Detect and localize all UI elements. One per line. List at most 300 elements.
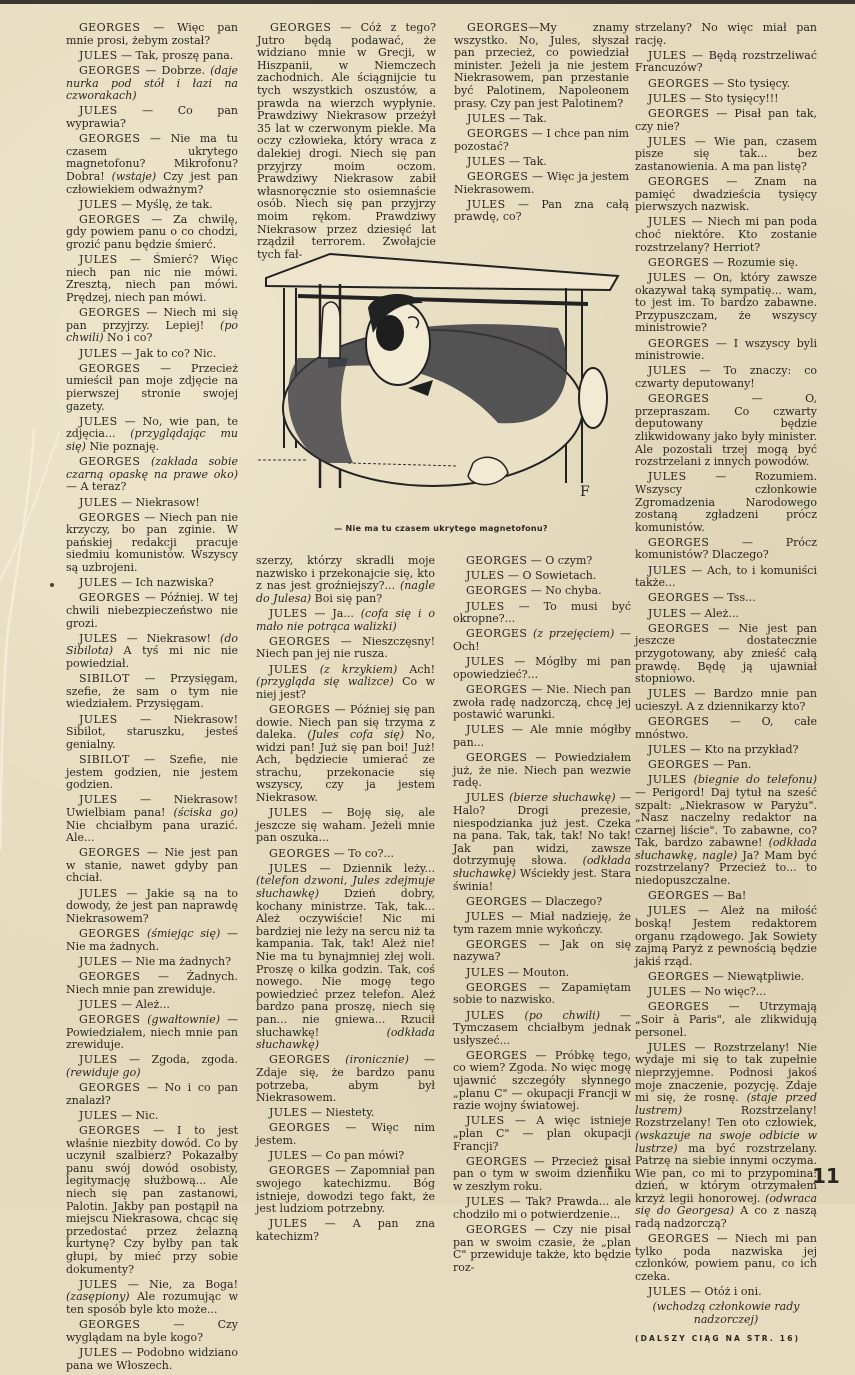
- paper-crease: [0, 430, 60, 850]
- dialogue-line: [453, 1010, 631, 1048]
- stage-direction: (śmiejąc się): [140, 927, 221, 941]
- dialogue-line: [635, 986, 817, 999]
- dialogue-line: [256, 848, 435, 861]
- speaker-name: JULES: [79, 1108, 118, 1122]
- dialogue-line: [635, 78, 817, 91]
- speaker-name: GEORGES: [467, 126, 529, 140]
- stage-direction: (odkłada słuchawkę): [256, 1025, 435, 1052]
- speaker-name: JULES: [648, 1285, 687, 1299]
- speaker-name: GEORGES: [466, 1154, 528, 1168]
- dialogue-text: — Co pan mówi?: [307, 1149, 405, 1163]
- dialogue-text: Dzień dobry, kochany ministrze. Tak, tak... Ależ oczywiście! Nic mi bardziej nie leży na sercu niż ta kampania. Tak, tak! Ależ nie! Nie ma tu bynajmniej złej woli. Proszę o kilka godzin. Tak, coś nowego. Nie mogę tego powiedzieć przez telefon. Ależ bardzo pana proszę, niech się pan... nie gniewa... Rzucił słuchawkę!: [256, 887, 435, 1039]
- dialogue-line: [256, 1218, 435, 1243]
- dialogue-text: — Ależ...: [686, 606, 739, 620]
- dialogue-text: — Och!: [453, 627, 631, 653]
- speaker-name: SIBILOT: [79, 672, 130, 686]
- speaker-name: GEORGES: [466, 584, 528, 598]
- dialogue-text: Ale rozumując w ten sposób byle kto może...: [66, 1290, 238, 1316]
- dialogue-line: [635, 716, 817, 741]
- dialogue-text: — Jakie są na to dowody, że jest pan naprawdę Niekrasowem?: [66, 886, 238, 925]
- illustration-signature: F: [580, 484, 590, 500]
- speaker-name: GEORGES: [648, 758, 710, 772]
- speaker-name: JULES: [79, 1277, 118, 1291]
- dialogue-line: [66, 348, 238, 361]
- speaker-name: JULES: [648, 563, 687, 577]
- dialogue-line: [635, 537, 817, 562]
- speaker-name: JULES: [648, 48, 687, 62]
- speaker-name: GEORGES: [648, 1000, 710, 1014]
- speaker-name: JULES: [79, 712, 118, 726]
- speaker-name: GEORGES: [466, 937, 528, 951]
- dialogue-line: [66, 512, 238, 575]
- stage-direction: (ironicznie): [330, 1053, 409, 1067]
- stage-direction: (zakłada sobie czarną opaskę na prawe oko): [66, 455, 238, 481]
- dialogue-line: [66, 363, 238, 413]
- dialogue-line: [453, 752, 631, 790]
- dialogue-text: No, widzi pan! Już się pan boi! Już! Ach, będziecie umierać ze strachu, przekonacie się wszyscy, czy ja jestem Niekrasow.: [256, 728, 435, 805]
- speaker-name: GEORGES: [79, 212, 141, 226]
- dialogue-line: [66, 794, 238, 844]
- speaker-name: GEORGES: [269, 702, 331, 716]
- dialogue-text: — Ja...: [307, 606, 361, 620]
- dialogue-text: Co w niej jest?: [256, 675, 435, 701]
- dialogue-text: — Zgoda, zgoda.: [117, 1053, 238, 1067]
- speaker-name: GEORGES: [648, 591, 710, 605]
- speaker-name: GEORGES: [466, 682, 528, 696]
- dialogue-line: [66, 633, 238, 671]
- dialogue-line: [453, 1115, 631, 1153]
- stage-direction: (wchodzą członkowie rady nadzorczej): [652, 1300, 800, 1326]
- dialogue-text: — Kto na przykład?: [686, 742, 799, 756]
- speaker-name: JULES: [269, 861, 308, 875]
- dialogue-line: [454, 171, 629, 196]
- dialogue-text: — Zdaje się, że bardzo panu potrzeba, abym był Niekrasowem.: [256, 1053, 435, 1105]
- speaker-name: JULES: [466, 723, 505, 737]
- speaker-name: GEORGES: [79, 132, 141, 146]
- dialogue-line: [66, 214, 238, 252]
- dialogue-text: — I to jest właśnie niezbity dowód. Co by uczynił szalbierz? Pokazałby panu swój dowód osobisty, legitymację służbową... Ale niech się pan zastanowi, Palotin. Jakby pan postąpił na miejscu Niekrasowa, chcąc się przedostać przez żelazną kurtynę? Czy byłby pan tak głupi, by mieć przy sobie dokumenty?: [66, 1124, 238, 1276]
- speaker-name: GEORGES: [79, 1318, 141, 1332]
- stage-direction: (odwraca się do Georgesa): [635, 1191, 817, 1218]
- speaker-name: JULES: [466, 599, 505, 613]
- speaker-name: GEORGES: [466, 1048, 528, 1062]
- speaker-name: GEORGES: [648, 175, 710, 189]
- dialogue-text: — Tak? Prawda... ale chodziło mi o potwierdzenie...: [453, 1195, 631, 1221]
- speaker-name: JULES: [269, 1149, 308, 1163]
- dialogue-line: [454, 22, 629, 110]
- speaker-name: GEORGES: [466, 980, 528, 994]
- dialogue-text: — Prócz komunistów? Dlaczego?: [635, 535, 817, 562]
- speaker-name: JULES: [79, 253, 118, 267]
- stage-direction: (do Sibilota): [66, 631, 238, 658]
- stage-direction: (staje przed lustrem): [635, 1091, 818, 1117]
- speaker-name: GEORGES: [79, 361, 141, 375]
- stage-direction: (przygląda się walizce): [256, 675, 394, 689]
- dialogue-line: [453, 601, 631, 626]
- dialogue-text: — Szefie, nie jestem godzien, nie jestem godzien.: [66, 752, 238, 792]
- dialogue-text: Boi się pan?: [311, 591, 383, 605]
- dialogue-line: [635, 688, 817, 713]
- dialogue-line: [453, 656, 631, 681]
- dialogue-line: [453, 684, 631, 722]
- dialogue-line: [66, 1347, 238, 1372]
- dialogue-line: [635, 108, 817, 133]
- stage-direction: (cofa się i o mało nie potrąca walizki): [256, 606, 435, 633]
- speaker-name: JULES: [79, 1345, 118, 1359]
- dialogue-line: [256, 1150, 435, 1163]
- speaker-name: GEORGES: [466, 751, 528, 765]
- speaker-name: JULES: [79, 104, 118, 118]
- dialogue-text: — No więc?...: [686, 985, 767, 999]
- speaker-name: JULES: [648, 606, 687, 620]
- dialogue-line: [256, 1054, 435, 1104]
- dialogue-text: — On, który zawsze okazywał taką sympatię... wam, to jest im. To bardzo zabawne. Przypuszczam, że wszyscy ministrowie?: [635, 271, 817, 335]
- speaker-name: JULES: [79, 793, 118, 807]
- speaker-name: GEORGES: [466, 554, 528, 567]
- dialogue-line: [635, 890, 817, 903]
- speaker-name: GEORGES: [466, 894, 528, 908]
- dialogue-text: — A teraz?: [66, 480, 127, 494]
- dialogue-text: — Przecież umieścił pan moje zdjęcie na pierwszej stronie swojej gazety.: [66, 361, 238, 413]
- stage-direction: (bierze słuchawkę): [504, 791, 616, 805]
- dialogue-text: — To znaczy: co czwarty deputowany!: [635, 364, 817, 390]
- speaker-name: GEORGES: [648, 255, 710, 269]
- dialogue-line: [454, 128, 629, 153]
- speaker-name: GEORGES: [648, 76, 710, 90]
- dialogue-text: — Więc nim jestem.: [256, 1121, 435, 1148]
- illustration-caption: — Nie ma tu czasem ukrytego magnetofonu?: [334, 524, 548, 533]
- column-4: [635, 22, 817, 1345]
- dialogue-line: [66, 1125, 238, 1276]
- speaker-name: GEORGES: [648, 336, 710, 350]
- dialogue-line: [66, 847, 238, 885]
- dialogue-line: [66, 456, 238, 494]
- dialogue-line: [635, 1301, 817, 1326]
- speaker-name: GEORGES: [648, 715, 710, 729]
- speaker-name: GEORGES: [270, 21, 332, 34]
- speaker-name: GEORGES: [269, 1121, 331, 1135]
- dialogue-text: — Powiedziałem już, że nie. Niech pan wezwie radę.: [453, 751, 631, 790]
- dialogue-line: [453, 724, 631, 749]
- speaker-name: JULES: [269, 1106, 308, 1120]
- dialogue-text: — Przecież pisał pan o tym w swoim dzienniku w zeszłym roku.: [453, 1154, 631, 1193]
- dialogue-text: — Niech mi pan tylko poda nazwiska jej członków, powiem panu, co ich czeka.: [635, 1232, 817, 1284]
- dialogue-line: [66, 714, 238, 752]
- dialogue-line: [635, 592, 817, 605]
- dialogue-line: [635, 1042, 817, 1231]
- dialogue-text: — Sto tysięcy!!!: [686, 91, 779, 105]
- dialogue-text: Wściekły jest. Stara świnia!: [453, 867, 631, 893]
- dialogue-line: [66, 577, 238, 590]
- dialogue-text: — Niech mi się pan przyjrzy. Lepiej!: [66, 306, 238, 332]
- speaker-name: GEORGES: [648, 970, 710, 983]
- speaker-name: JULES: [466, 569, 505, 583]
- dialogue-text: — Mógłby mi pan opowiedzieć?...: [453, 655, 631, 681]
- dialogue-text: — Niech mi pan poda choć niektóre. Kto zostanie rozstrzelany? Herriot?: [635, 215, 817, 254]
- page-number: 11: [812, 1164, 840, 1188]
- dialogue-line: [66, 133, 238, 196]
- dialogue-text: — Bardzo mnie pan ucieszył. A z dziennikarzy kto?: [635, 687, 817, 713]
- speaker-name: JULES: [466, 1008, 505, 1022]
- dialogue-text: — Tak, proszę pana.: [117, 48, 234, 62]
- dialogue-line: [66, 592, 238, 630]
- speaker-name: GEORGES: [79, 970, 141, 983]
- column-3-bottom: [453, 555, 631, 1277]
- speaker-name: GEORGES: [648, 621, 710, 635]
- dialogue-line: [256, 555, 435, 605]
- dialogue-line: [256, 1107, 435, 1120]
- table-underside: [298, 296, 588, 304]
- dialogue-text: — A więc istnieje „plan C" — plan okupacji Francji?: [453, 1114, 631, 1153]
- dialogue-text: — Tak.: [505, 154, 547, 168]
- speaker-name: GEORGES: [79, 306, 141, 320]
- dialogue-text: — Znam na pamięć dwadzieścia tysięcy pierwszych nazwisk.: [635, 175, 817, 214]
- dialogue-line: [66, 497, 238, 510]
- speaker-name: JULES: [648, 470, 687, 484]
- dialogue-line: [66, 65, 238, 103]
- paper-speck: [50, 583, 54, 587]
- dialogue-text: Nie poznaję.: [85, 439, 160, 453]
- stage-direction: (po chwili): [66, 318, 238, 345]
- dialogue-line: [66, 50, 238, 63]
- dialogue-line: [66, 928, 238, 953]
- speaker-name: JULES: [269, 806, 308, 820]
- dialogue-line: [257, 22, 436, 261]
- speaker-name: GEORGES: [269, 1164, 331, 1178]
- dialogue-text: — Więc ja jestem Niekrasowem.: [454, 169, 629, 196]
- dialogue-text: ma być rozstrzelany. Patrzę na siebie innymi oczyma. Wie pan, co mi to przypomina: dzień, w którym otrzymałem krzyż legii honorowej.: [635, 1141, 817, 1205]
- dialogue-line: [635, 971, 817, 984]
- dialogue-line: [635, 22, 817, 47]
- dialogue-text: — Zapamiętam sobie to nazwisko.: [453, 980, 631, 1007]
- dialogue-text: — Jak on się nazywa?: [453, 937, 631, 964]
- dialogue-text: — I chce pan nim pozostać?: [454, 126, 629, 153]
- speaker-name: GEORGES: [269, 846, 331, 860]
- dialogue-text: — A pan zna katechizm?: [256, 1217, 435, 1243]
- speaker-name: JULES: [648, 1040, 687, 1054]
- speaker-name: GEORGES: [79, 455, 141, 469]
- dialogue-line: [66, 971, 238, 996]
- speaker-name: JULES: [466, 965, 505, 979]
- dialogue-line: [66, 956, 238, 969]
- dialogue-line: [66, 416, 238, 454]
- speaker-name: JULES: [648, 904, 687, 918]
- dialogue-line: [453, 967, 631, 980]
- dialogue-text: — Nie ma żadnych?: [117, 954, 232, 968]
- dialogue-line: [256, 807, 435, 845]
- dialogue-line: [453, 1196, 631, 1221]
- dialogue-line: [256, 1165, 435, 1215]
- dialogue-text: — No, wie pan, te zdjęcia...: [66, 414, 238, 441]
- speaker-name: GEORGES: [648, 106, 710, 120]
- speaker-name: JULES: [648, 91, 687, 105]
- dialogue-text: — Sto tysięcy.: [709, 76, 791, 90]
- speaker-name: GEORGES: [648, 535, 710, 549]
- dialogue-text: — Nie, za Boga!: [117, 1277, 238, 1291]
- column-3-top: [454, 22, 629, 226]
- dialogue-text: — Ich nazwiska?: [117, 576, 214, 590]
- dialogue-line: [635, 338, 817, 363]
- speaker-name: JULES: [467, 111, 506, 125]
- dialogue-text: — I wszyscy byli ministrowie.: [635, 336, 817, 363]
- dialogue-text: — Będą rozstrzeliwać Francuzów?: [635, 48, 817, 75]
- dialogue-text: — No chyba.: [527, 584, 602, 598]
- dialogue-line: [453, 570, 631, 583]
- dialogue-text: — Perigord! Daj tytuł na sześć szpalt: „Niekrasow w Paryżu". „Nasz naczelny redaktor na czarnej liście". To zabawne, co? Tak, bardzo zabawne!: [635, 785, 817, 850]
- speaker-name: GEORGES: [269, 1053, 331, 1067]
- dialogue-line: [635, 1001, 817, 1039]
- dialogue-text: — Pan.: [709, 758, 752, 772]
- dialogue-text: — O, całe mnóstwo.: [635, 715, 817, 741]
- dialogue-text: — Nie. Niech pan zwoła radę nadzorczą, chcę jej postawić warunki.: [453, 682, 631, 722]
- dialogue-text: szerzy, którzy skradli moje nazwisko i przekonajcie się, kto z nas jest groźniejszy?...: [256, 554, 435, 593]
- stage-direction: (z krzykiem): [307, 662, 398, 676]
- speaker-name: GEORGES: [79, 846, 141, 860]
- dialogue-line: [66, 673, 238, 711]
- dialogue-line: [66, 1082, 238, 1107]
- stage-direction: (Jules cofa się): [307, 728, 405, 742]
- dialogue-line: [453, 628, 631, 653]
- speaker-name: JULES: [79, 48, 118, 62]
- speaker-name: JULES: [79, 631, 118, 645]
- dialogue-line: [66, 754, 238, 792]
- dialogue-text: — Nieszczęsny! Niech pan jej nie rusza.: [256, 634, 435, 661]
- dialogue-text: — Przysięgam, szefie, że sam o tym nie wiedziałem. Przysięgam.: [66, 672, 238, 711]
- dialogue-line: [453, 939, 631, 964]
- dialogue-text: — Tss...: [709, 591, 756, 605]
- speaker-name: GEORGES: [648, 889, 710, 903]
- dialogue-line: [635, 565, 817, 590]
- dialogue-text: — Więc pan mnie prosi, żebym został?: [66, 21, 238, 47]
- dialogue-line: [256, 636, 435, 661]
- top-edge: [0, 0, 855, 4]
- stage-direction: (telefon dzwoni, Jules zdejmuje słuchawkę): [256, 874, 435, 900]
- speaker-name: JULES: [79, 886, 118, 900]
- dialogue-text: — Ależ...: [117, 997, 170, 1011]
- speaker-name: JULES: [79, 576, 118, 590]
- dialogue-text: — Pan zna całą prawdę, co?: [454, 197, 629, 224]
- speaker-name: JULES: [467, 154, 506, 168]
- dialogue-text: — Niekrasow!: [117, 495, 200, 509]
- dialogue-text: — Ale mnie mógłby pan...: [453, 723, 631, 749]
- dialogue-line: [453, 896, 631, 909]
- speaker-name: GEORGES: [79, 21, 141, 34]
- dialogue-text: — Rozstrzelany! Nie wydaje mi się to tak zupełnie nieprzyjemne. Podnosi jakoś moje znaczenie, pozycję. Zdaje mi się, że rosnę.: [635, 1040, 817, 1105]
- dialogue-text: — Ach, to i komuniści także...: [635, 563, 817, 590]
- dialogue-text: — Mouton.: [504, 965, 570, 979]
- dialogue-line: [453, 555, 631, 568]
- speaker-name: JULES: [79, 346, 118, 360]
- dialogue-line: [66, 1279, 238, 1317]
- dialogue-line: [635, 471, 817, 534]
- dialogue-text: — O, przepraszam. Co czwarty deputowany będzie zlikwidowany jako były minister. Ale pozostali trzej mogą być rozstrzelani z innych powodów.: [635, 392, 817, 469]
- dialogue-text: — Później się pan dowie. Niech pan się trzyma z daleka.: [256, 702, 435, 742]
- dialogue-line: [635, 774, 817, 887]
- dialogue-line: [453, 1156, 631, 1194]
- stage-direction: (zasępiony): [66, 1290, 130, 1304]
- dialogue-line: [635, 93, 817, 106]
- dialogue-line: [635, 216, 817, 254]
- dialogue-text: — Za chwilę, gdy powiem panu o co chodzi, grozić panu będzie śmierć.: [66, 212, 238, 252]
- speaker-name: JULES: [648, 364, 687, 378]
- speaker-name: JULES: [466, 1195, 505, 1209]
- dialogue-text: — Ba!: [709, 889, 747, 903]
- speaker-name: GEORGES: [648, 392, 710, 406]
- stage-direction: (gwałtownie): [140, 1012, 221, 1026]
- dialogue-text: — Myślę, że tak.: [117, 197, 213, 211]
- dialogue-line: [66, 307, 238, 345]
- dialogue-line: [256, 863, 435, 1052]
- dialogue-line: [66, 888, 238, 926]
- dialogue-text: — Tak.: [505, 111, 547, 125]
- column-1: [66, 22, 238, 1375]
- dialogue-line: [453, 1224, 631, 1274]
- speaker-name: GEORGES: [79, 1012, 141, 1026]
- dialogue-text: — Nie jest pan jeszcze dostatecznie przygotowany, aby znieść całą prawdę. Będę ją ujawniał stopniowo.: [635, 621, 817, 686]
- dialogue-text: — Halo? Drogi prezesie, niespodzianka już jest. Czeka na pana. Tak, tak, tak! No tak! Jak pan widzi, zawsze dotrzymuję słowa.: [453, 791, 631, 868]
- dialogue-text: — Niekrasow! Uwielbiam pana!: [66, 793, 238, 819]
- dialogue-line: [635, 176, 817, 214]
- speaker-name: JULES: [466, 909, 505, 923]
- dialogue-line: [453, 585, 631, 598]
- speaker-name: JULES: [269, 662, 308, 676]
- dialogue-text: — To musi być okropne?...: [453, 599, 631, 626]
- dialogue-text: — Ależ na miłość boską! Jestem redaktorem organu rządowego. Jak Sowiety zajmą Paryż z pewnością będzie jakiś rząd.: [635, 904, 817, 968]
- speaker-name: JULES: [466, 1114, 505, 1128]
- dialogue-line: [453, 911, 631, 936]
- stage-direction: (ściska go): [173, 805, 239, 819]
- speaker-name: JULES: [648, 742, 687, 756]
- dialogue-text: — Niewątpliwie.: [709, 970, 805, 983]
- dialogue-text: Nie chciałbym pana urazić. Ale...: [66, 818, 238, 845]
- stage-direction: (rewiduje go): [66, 1065, 141, 1079]
- man-figure: [258, 294, 607, 486]
- speaker-name: GEORGES: [79, 510, 141, 524]
- dialogue-text: — No i co pan znalazł?: [66, 1081, 238, 1107]
- dialogue-line: [453, 1050, 631, 1113]
- cartoon-illustration: [258, 238, 624, 508]
- dialogue-text: — Powiedziałem, niech mnie pan zrewiduje.: [66, 1012, 239, 1052]
- stage-direction: (nagle do Julesa): [256, 579, 435, 605]
- dialogue-line: [635, 759, 817, 772]
- speaker-name: JULES: [648, 687, 687, 701]
- dialogue-text: Rozstrzelany! Rozstrzelany! Ten oto człowiek,: [635, 1103, 817, 1130]
- stage-direction: (odkłada słuchawkę, nagle): [635, 836, 817, 862]
- speaker-name: JULES: [79, 1053, 118, 1067]
- dialogue-text: — Czy nie pisał pan w swoim czasie, że „plan C" przewiduje także, kto będzie roz-: [453, 1222, 631, 1274]
- column-2-bottom: [256, 555, 435, 1246]
- dialogue-text: — Dobrze.: [140, 63, 211, 77]
- dialogue-text: — Czy wyglądam na byle kogo?: [66, 1318, 238, 1344]
- dialogue-text: —My znamy wszystko. No, Jules, słyszał pan przecież, co powiedział minister. Jeżeli ja nie jestem Niekrasowem, pan przestanie być Palotinem, Napoleonem prasy. Czy pan jest Palotinem?: [454, 21, 629, 110]
- dialogue-line: [66, 1319, 238, 1344]
- dialogue-line: [256, 1122, 435, 1147]
- dialogue-text: — Później. W tej chwili niebezpieczeństwo nie grozi.: [66, 591, 238, 630]
- dialogue-text: — Otóż i oni.: [686, 1285, 762, 1299]
- dialogue-text: strzelany? No więc miał pan rację.: [635, 21, 817, 47]
- dialogue-line: [635, 272, 817, 335]
- speaker-name: GEORGES: [79, 1124, 141, 1138]
- speaker-name: JULES: [269, 1217, 308, 1231]
- dialogue-text: A co z naszą radą nadzorczą?: [635, 1204, 817, 1231]
- dialogue-text: — Próbkę tego, co wiem? Zgoda. No więc mogę ujawnić szczegóły słynnego „planu C" — okupacji Francji w razie wojny światowej.: [453, 1048, 631, 1113]
- dialogue-line: [635, 136, 817, 174]
- dialogue-text: — Miał nadzieję, że tym razem mnie wykończy.: [453, 909, 631, 936]
- speaker-name: JULES: [269, 606, 308, 620]
- dialogue-text: — Niekrasow! Sibilot, staruszku, jesteś genialny.: [66, 712, 238, 751]
- stage-direction: (biegnie do telefonu): [686, 773, 817, 787]
- dialogue-line: [66, 22, 238, 47]
